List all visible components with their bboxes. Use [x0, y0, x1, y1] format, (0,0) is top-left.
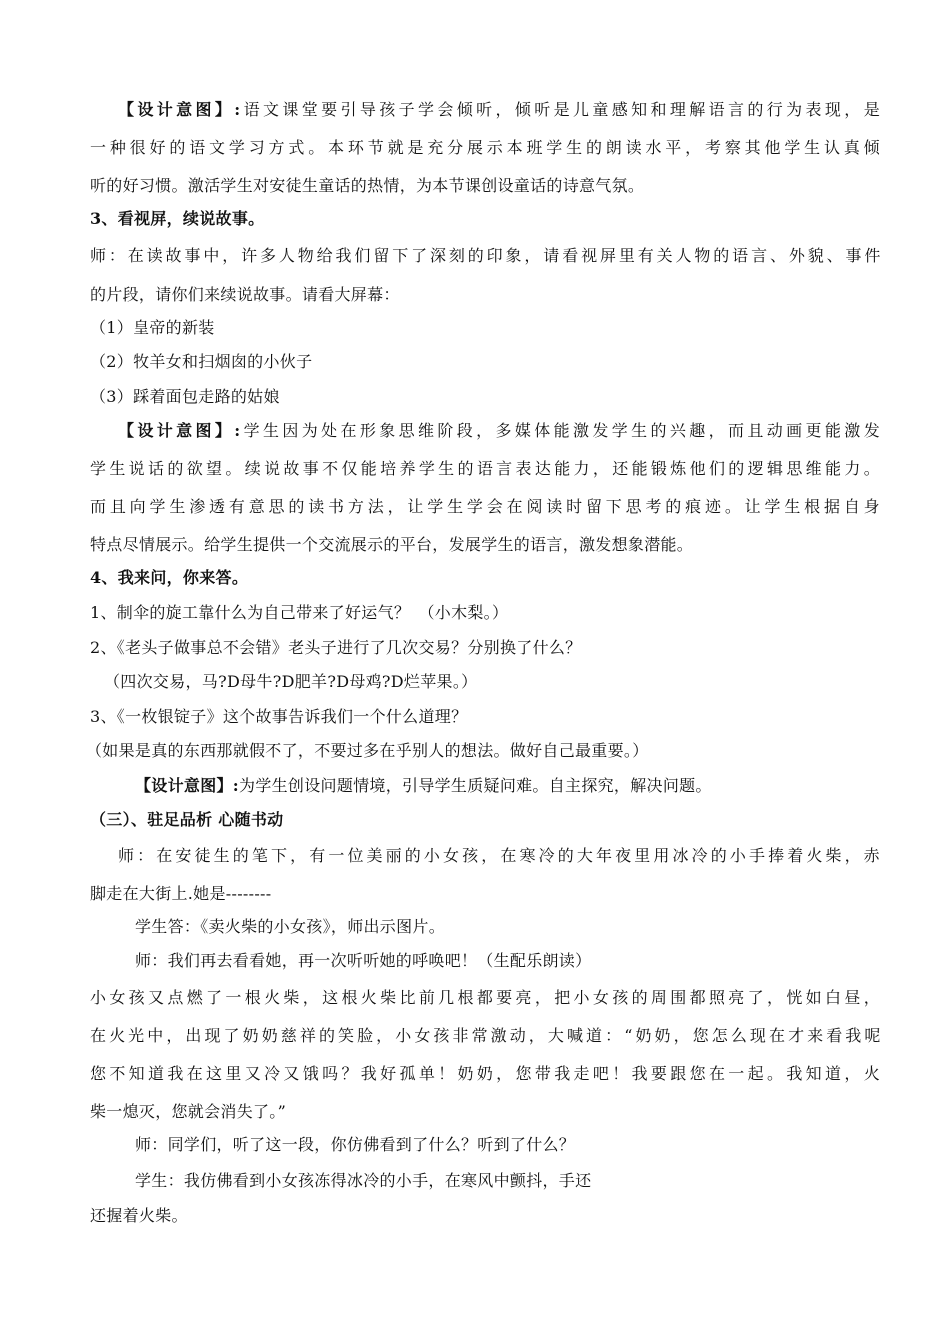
text-line: 师：我们再去看看她，再一次听听她的呼唤吧！（生配乐朗读） — [135, 951, 592, 970]
text-line: 听的好习惯。激活学生对安徒生童话的热情，为本节课创设童话的诗意气氛。 — [90, 176, 645, 195]
text-line: 学生答：《卖火柴的小女孩》，师出示图片。 — [135, 917, 446, 936]
list-item: （2）牧羊女和扫烟囱的小伙子 — [90, 352, 313, 371]
text-line: 特点尽情展示。给学生提供一个交流展示的平台，发展学生的语言，激发想象潜能。 — [90, 535, 694, 554]
design-intent-label: 【设计意图】: — [118, 100, 241, 119]
question-3: 3、《一枚银锭子》这个故事告诉我们一个什么道理？ — [90, 707, 468, 726]
text-line: 师：在安徒生的笔下，有一位美丽的小女孩，在寒冷的大年夜里用冰冷的小手捧着火柴，赤 — [118, 846, 880, 865]
design-intent-label: 【设计意图】: — [118, 421, 241, 440]
text-line: 学生：我仿佛看到小女孩冻得冰冷的小手，在寒风中颤抖，手还 — [135, 1171, 592, 1190]
answer-3: （如果是真的东西那就假不了，不要过多在乎别人的想法。做好自己最重要。） — [86, 741, 649, 760]
question-2: 2、《老头子做事总不会错》老头子进行了几次交易？分别换了什么？ — [90, 638, 582, 657]
section-heading-4: 4、我来问，你来答。 — [90, 568, 249, 587]
list-item: （1）皇帝的新装 — [90, 318, 215, 337]
answer-2: （四次交易，马?D母牛?D肥羊?D母鸡?D烂苹果。） — [104, 672, 478, 691]
text-line: 柴一熄灭，您就会消失了。” — [90, 1102, 287, 1121]
text-line: 小女孩又点燃了一根火柴，这根火柴比前几根都要亮，把小女孩的周围都照亮了，恍如白昼， — [90, 988, 880, 1007]
text-line: 学生说话的欲望。续说故事不仅能培养学生的语言表达能力，还能锻炼他们的逻辑思维能力。 — [90, 459, 880, 478]
list-item: （3）踩着面包走路的姑娘 — [90, 387, 280, 406]
text-line: 在火光中，出现了奶奶慈祥的笑脸，小女孩非常激动，大喊道：“奶奶，您怎么现在才来看我呢 — [90, 1026, 880, 1045]
text-line: 脚走在大街上.她是-------- — [90, 884, 272, 903]
section-heading-3: 3、看视屏，续说故事。 — [90, 209, 265, 228]
design-intent-label: 【设计意图】: — [135, 776, 240, 795]
text-line: 还握着火柴。 — [90, 1206, 188, 1225]
text-line: 为学生创设问题情境，引导学生质疑问难。自主探究，解决问题。 — [239, 776, 712, 795]
text-line: 师：同学们，听了这一段，你仿佛看到了什么？听到了什么？ — [135, 1135, 576, 1154]
text-line: 学生因为处在形象思维阶段，多媒体能激发学生的兴趣，而且动画更能激发 — [240, 421, 880, 440]
design-intent-paragraph-3 — [135, 775, 880, 797]
section-heading-three: （三）、驻足品析 心随书动 — [90, 810, 284, 829]
text-line: 您不知道我在这里又冷又饿吗？我好孤单！奶奶，您带我走吧！我要跟您在一起。我知道，火 — [90, 1064, 880, 1083]
question-1: 1、制伞的旋工靠什么为自己带来了好运气？ （小木梨。） — [90, 603, 509, 622]
text-line: 一种很好的语文学习方式。本环节就是充分展示本班学生的朗读水平，考察其他学生认真倾 — [90, 138, 880, 157]
text-line: 而且向学生渗透有意思的读书方法，让学生学会在阅读时留下思考的痕迹。让学生根据自身 — [90, 497, 880, 516]
text-line: 师：在读故事中，许多人物给我们留下了深刻的印象，请看视屏里有关人物的语言、外貌、事件 — [90, 246, 880, 265]
design-intent-paragraph-1 — [118, 99, 880, 121]
text-line: 语文课堂要引导孩子学会倾听，倾听是儿童感知和理解语言的行为表现，是 — [240, 100, 880, 119]
design-intent-paragraph-2 — [118, 420, 880, 442]
text-line: 的片段，请你们来续说故事。请看大屏幕： — [90, 285, 400, 304]
